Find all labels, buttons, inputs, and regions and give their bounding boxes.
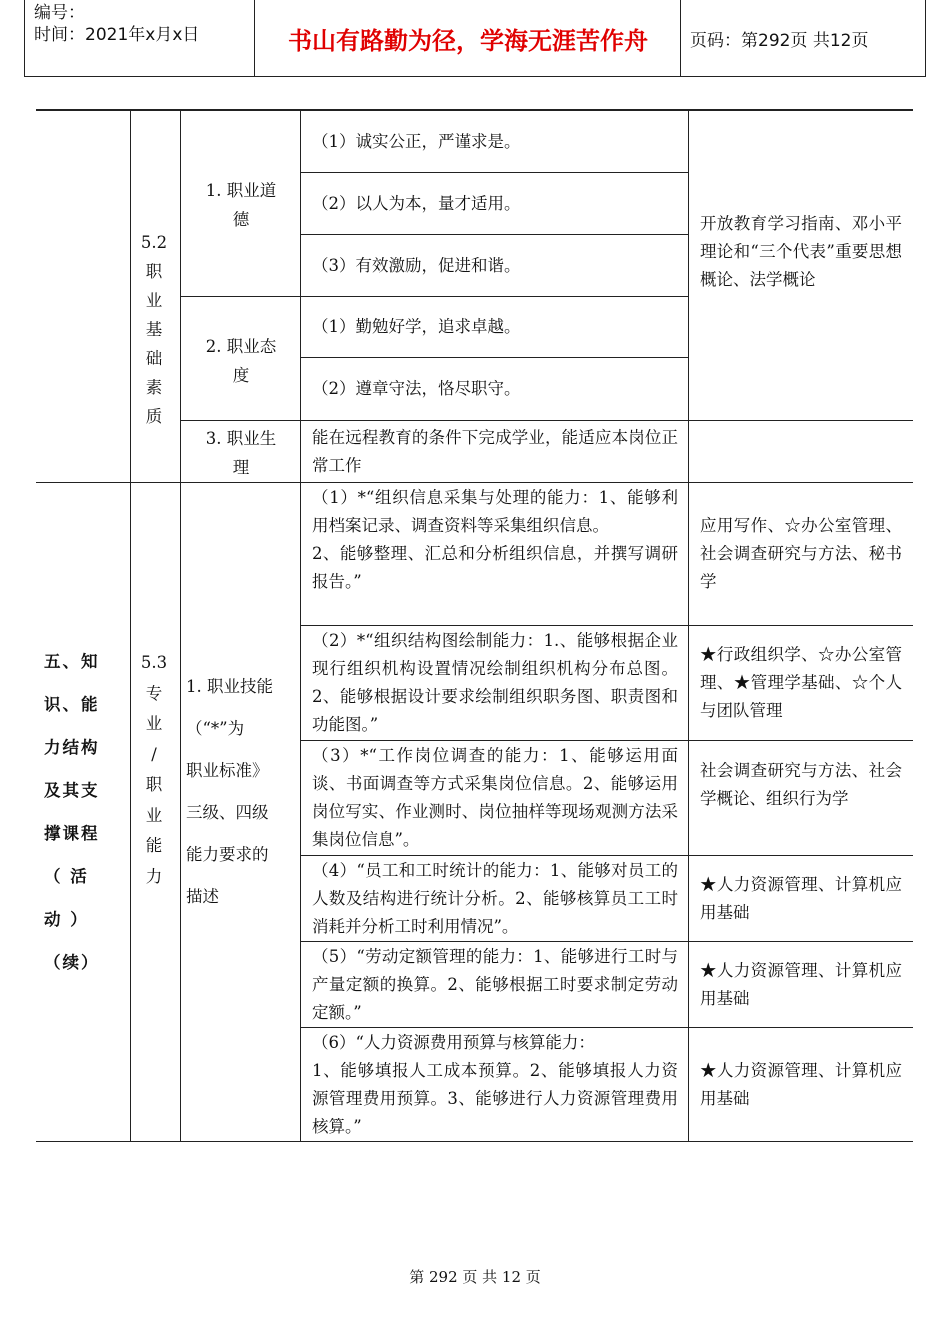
description-cell: （4）“员工和工时统计的能力：1、能够对员工的人数及结构进行统计分析。2、能够核算员工工时消耗并分析工时利用情况”。 bbox=[312, 861, 678, 936]
courses-cell: ★人力资源管理、计算机应用基础 bbox=[700, 961, 902, 1008]
description-cell: （1）勤勉好学，追求卓越。 bbox=[312, 317, 521, 336]
page-header bbox=[24, 0, 926, 77]
courses-cell: ★人力资源管理、计算机应用基础 bbox=[700, 1061, 902, 1108]
document-number: 编号： bbox=[34, 3, 85, 23]
courses-cell: 社会调查研究与方法、社会学概论、组织行为学 bbox=[700, 761, 902, 808]
description-cell: （3）*“工作岗位调查的能力：1、能够运用面谈、书面调查等方式采集岗位信息。2、能够运用岗位写实、作业测时、岗位抽样等现场观测方法采集岗位信息”。 bbox=[312, 746, 678, 849]
header-meta bbox=[34, 2, 199, 46]
description-cell: （6）“人力资源费用预算与核算能力： 1、能够填报人工成本预算。2、能够填报人力资源管理费用预算。3、能够进行人力资源管理费用核算。” bbox=[312, 1033, 678, 1136]
section-title-line: （续） bbox=[44, 953, 100, 972]
courses-cell: ★人力资源管理、计算机应用基础 bbox=[700, 875, 902, 922]
item-professional-attitude: 2. 职业态 度 bbox=[205, 337, 277, 385]
description-cell: （2）以人为本，量才适用。 bbox=[312, 194, 521, 213]
section-title-line: 识、能 bbox=[44, 695, 100, 714]
description-cell: （3）有效激励，促进和谐。 bbox=[312, 256, 521, 275]
group-label-basic-quality: 5.2 职 业 基 础 素 质 bbox=[140, 233, 168, 426]
header-page-number: 页码：第292页 共12页 bbox=[690, 30, 869, 51]
courses-cell: ★行政组织学、☆办公室管理、★管理学基础、☆个人与团队管理 bbox=[700, 645, 902, 720]
section-title-line: （ 活 bbox=[44, 867, 89, 886]
description-cell: 能在远程教育的条件下完成学业，能适应本岗位正常工作 bbox=[312, 428, 678, 475]
description-cell: （5）“劳动定额管理的能力：1、能够进行工时与产量定额的换算。2、能够根据工时要求制定劳动定额。” bbox=[312, 947, 678, 1022]
section-title-line: 五、知 bbox=[44, 652, 100, 671]
section-title-line: 及其支 bbox=[44, 781, 100, 800]
group-label-professional-ability: 5.3 专 业 / 职 业 能 力 bbox=[140, 653, 168, 886]
section-title-line: 动 ） bbox=[44, 910, 89, 929]
item-professional-skills: 1. 职业技能 （“*”为 职业标准》 三级、四级 能力要求的 描述 bbox=[186, 677, 273, 906]
item-professional-ethics: 1. 职业道 德 bbox=[205, 181, 277, 229]
description-cell: （2）*“组织结构图绘制能力：1.、能够根据企业现行组织机构设置情况绘制组织机构分布总图。2、能够根据设计要求绘制组织职务图、职责图和功能图。” bbox=[312, 631, 678, 734]
document-date: 时间：2021年x月x日 bbox=[34, 25, 200, 45]
section-title-line: 撑课程 bbox=[44, 824, 100, 843]
item-professional-physiology: 3. 职业生 理 bbox=[205, 429, 277, 477]
courses-cell: 应用写作、☆办公室管理、社会调查研究与方法、秘书学 bbox=[700, 516, 902, 591]
section-title bbox=[36, 640, 130, 984]
description-cell: （1）诚实公正，严谨求是。 bbox=[312, 132, 521, 151]
page-footer: 第 292 页 共 12 页 bbox=[409, 1268, 541, 1286]
description-cell: （2）遵章守法，恪尽职守。 bbox=[312, 379, 521, 398]
description-cell: （1）*“组织信息采集与处理的能力：1、能够利用档案记录、调查资料等采集组织信息。 2、能够整理、汇总和分析组织信息，并撰写调研报告。” bbox=[312, 488, 678, 591]
section-title-line: 力结构 bbox=[44, 738, 100, 757]
courses-cell: 开放教育学习指南、邓小平理论和“三个代表”重要思想概论、法学概论 bbox=[700, 214, 902, 289]
header-motto: 书山有路勤为径，学海无涯苦作舟 bbox=[288, 26, 648, 55]
